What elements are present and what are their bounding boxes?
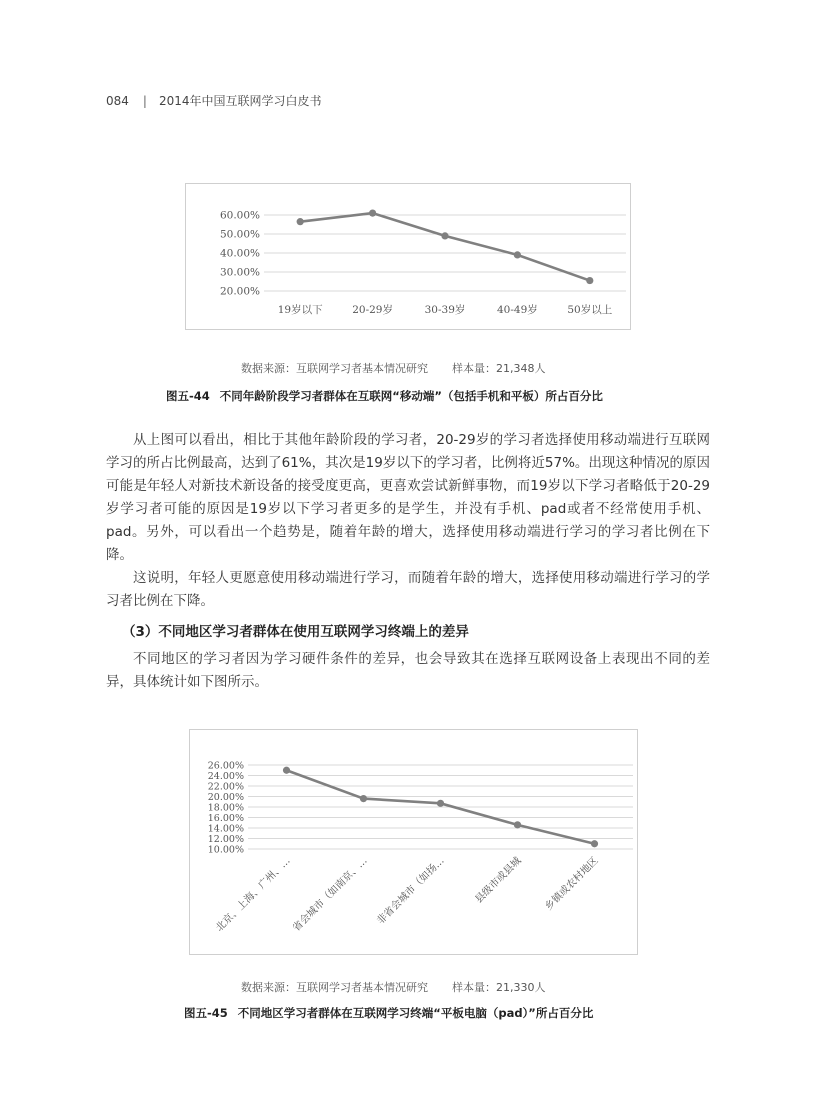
figure2-source-label: 数据来源：互联网学习者基本情况研究 (241, 981, 428, 994)
paragraph-2: 这说明，年轻人更愿意使用移动端进行学习，而随着年龄的增大，选择使用移动端进行学习的学习者比例在下降。 (106, 570, 710, 609)
paragraph-3: 不同地区的学习者因为学习硬件条件的差异，也会导致其在选择互联网设备上表现出不同的差异，具体统计如下图所示。 (106, 651, 710, 690)
y-tick-label: 20.00% (219, 285, 260, 298)
y-tick-label: 12.00% (207, 833, 244, 845)
figure2-sample-label: 样本量：21,330人 (452, 981, 546, 994)
figure1-source-label: 数据来源：互联网学习者基本情况研究 (241, 362, 428, 375)
paragraph-1: 从上图可以看出，相比于其他年龄阶段的学习者，20-29岁的学习者选择使用移动端进行互联网学习的所占比例最高，达到了61%，其次是19岁以下的学习者，比例将近57%。出现这种情况的原因可能是年轻人对新技术新设备的接受度更高，更喜欢尝试新鲜事物，而19岁以下学习者略低于20-29岁学习者可能的原因是19岁以下学习者更多的是学生，并没有手机、pad或者不经常使用手机、pad。另外，可以看出一个趋势是，随着年龄的增大，选择使用移动端进行学习的学习者比例在下降。 (106, 432, 710, 563)
y-tick-label: 60.00% (219, 209, 260, 222)
chart-region-pad-svg (190, 730, 637, 954)
data-point (437, 800, 444, 807)
x-tick-label: 乡镇或农村地区 (543, 855, 601, 913)
y-tick-label: 30.00% (219, 266, 260, 279)
figure2-source (241, 979, 546, 995)
figure1-caption-text: 不同年龄阶段学习者群体在互联网“移动端”（包括手机和平板）所占百分比 (219, 389, 603, 403)
y-tick-label: 18.00% (207, 802, 244, 814)
y-tick-label: 22.00% (207, 781, 244, 793)
x-tick-label: 非省会城市（如扬… (375, 855, 447, 927)
figure1-source (241, 360, 546, 376)
data-point (441, 232, 448, 239)
y-tick-label: 20.00% (207, 791, 244, 803)
figure1-caption-number: 图五-44 (166, 389, 210, 403)
data-point (283, 767, 290, 774)
figure2-caption (184, 1005, 593, 1021)
data-point (586, 277, 593, 284)
chart-region-pad (189, 729, 638, 955)
series-line (300, 213, 590, 280)
data-point (591, 840, 598, 847)
data-point (514, 821, 521, 828)
y-tick-label: 50.00% (219, 228, 260, 241)
y-tick-label: 14.00% (207, 823, 244, 835)
x-tick-label: 30-39岁 (424, 304, 466, 316)
data-point (297, 218, 304, 225)
x-tick-label: 50岁以上 (567, 304, 613, 316)
x-tick-label: 省会城市（如南京、… (291, 855, 370, 934)
y-tick-label: 26.00% (207, 760, 244, 772)
chart-age-mobile (185, 183, 631, 330)
y-tick-label: 40.00% (219, 247, 260, 260)
y-tick-label: 10.00% (207, 844, 244, 856)
y-tick-label: 24.00% (207, 770, 244, 782)
chart-age-mobile-svg (186, 184, 630, 329)
figure1-caption (166, 388, 603, 404)
figure2-caption-number: 图五-45 (184, 1006, 228, 1020)
x-tick-label: 40-49岁 (497, 304, 538, 316)
x-tick-label: 县级市或县城 (473, 855, 524, 906)
book-title: 2014年中国互联网学习白皮书 (158, 94, 322, 108)
x-tick-label: 北京、上海、广州、… (214, 855, 293, 934)
data-point (360, 795, 367, 802)
y-tick-label: 16.00% (207, 812, 244, 824)
section-subheading: （3）不同地区学习者群体在使用互联网学习终端上的差异 (122, 624, 469, 640)
running-header (106, 92, 322, 109)
data-point (514, 251, 521, 258)
page-number: 084 (106, 94, 129, 108)
x-tick-label: 20-29岁 (352, 304, 393, 316)
figure1-sample-label: 样本量：21,348人 (452, 362, 546, 375)
x-tick-label: 19岁以下 (277, 304, 323, 316)
header-separator: | (142, 94, 147, 108)
data-point (369, 210, 376, 217)
figure2-caption-text: 不同地区学习者群体在互联网学习终端“平板电脑（pad）”所占百分比 (237, 1006, 594, 1020)
